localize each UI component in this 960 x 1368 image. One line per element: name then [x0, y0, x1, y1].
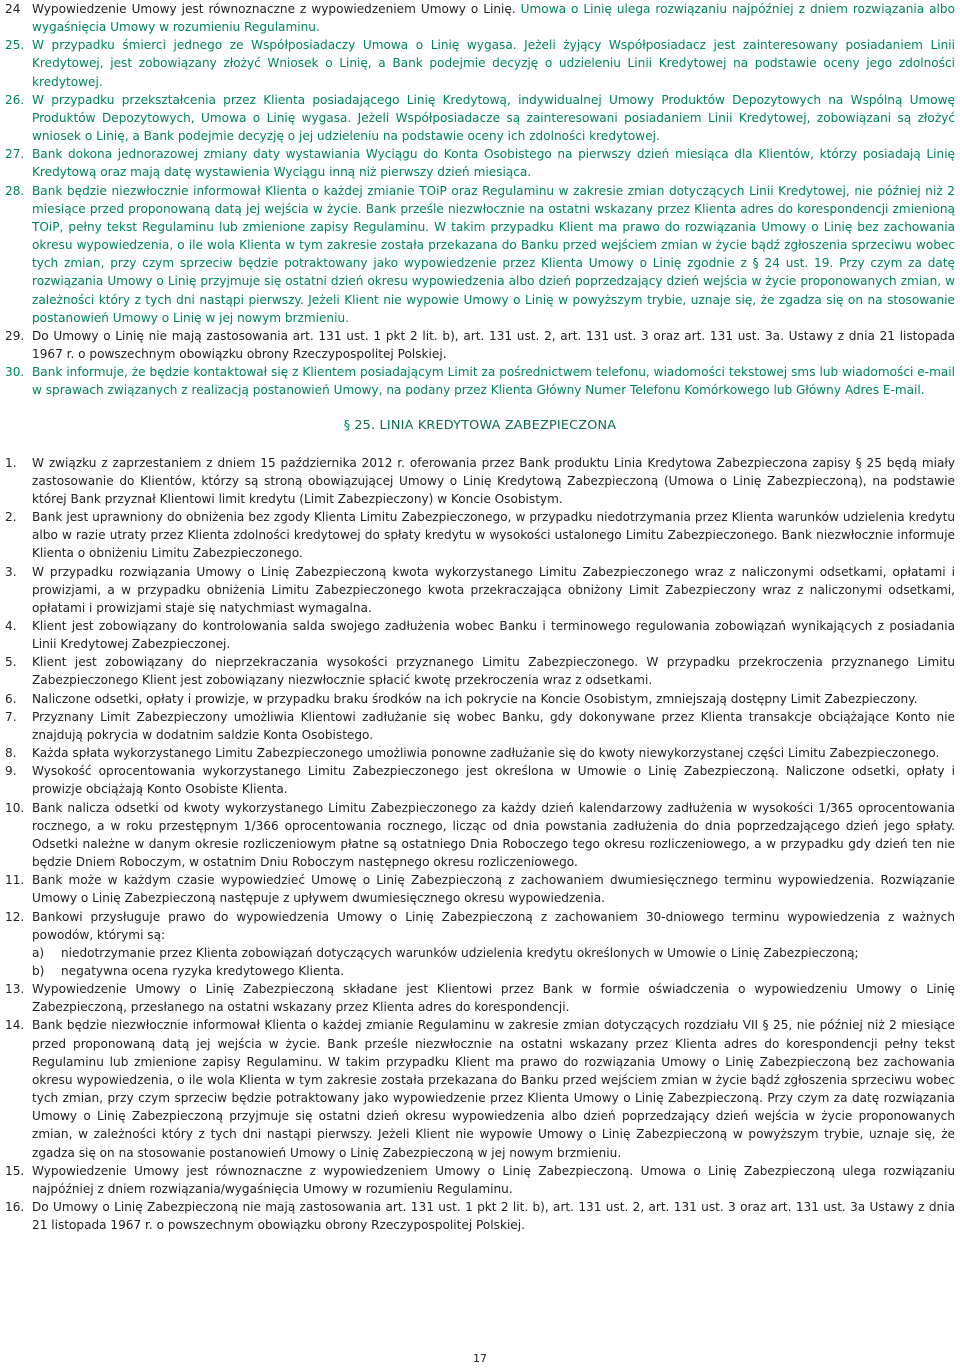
item-text: Bank dokona jednorazowej zmiany daty wystawiania Wyciągu do Konta Osobistego na pierwszy dzień miesiąca dla Klientów, którzy posiadają Linię Kredytową oraz mają datę wystawienia Wyciągu inną niż pierwszy dzień miesiąca. — [32, 147, 955, 180]
list-item — [5, 980, 955, 1016]
item-number: 15. — [5, 1163, 25, 1178]
item-number: 7. — [5, 709, 17, 724]
item-text: Wypowiedzenie Umowy jest równoznaczne z wypowiedzeniem Umowy o Linię Zabezpieczoną. Umowa o Linię Zabezpieczoną ulega rozwiązaniu najpóźniej z dniem rozwiązania/wygaśnięcia Umowy w rozumieniu Regulaminu. — [32, 1163, 955, 1196]
item-text: W przypadku rozwiązania Umowy o Linię Zabezpieczoną kwota wykorzystanego Limitu Zabezpieczonego wraz z naliczonymi odsetkami, opłatami i prowizjami, a w przypadku obniżenia Limitu Zabezpieczonego kwota przekraczająca obniżony Limit Zabezpieczony wraz z naliczonymi odsetkami, opłatami i prowizjami staje się natychmiast wymagalna. — [32, 564, 955, 615]
list-item — [5, 799, 955, 872]
item-number: 16. — [5, 1200, 25, 1214]
item-number: 6. — [5, 691, 17, 706]
list-item — [5, 36, 955, 90]
list-item — [5, 1016, 955, 1161]
item-text: Bank może w każdym czasie wypowiedzieć Umowę o Linię Zabezpieczoną z zachowaniem dwumiesięcznego terminu wypowiedzenia. Rozwiązanie Umowy o Linię Zabezpieczoną następuje z upływem dwumiesięcznego okresu wypowiedzenia. — [32, 873, 955, 906]
item-text: Jeżeli żyjący Współposiadacz jest zainteresowany posiadaniem Linii Kredytowej, jest zobowiązany złożyć Wniosek o Linię, a Bank podejmie decyzję o udzieleniu Linii Kredytowej na podstawie oceny jego zdolności kredytowej. — [32, 38, 955, 89]
list-item — [5, 0, 955, 36]
item-text: W związku z zaprzestaniem z dniem 15 października 2012 r. oferowania przez Bank produktu Linia Kredytowa Zabezpieczona zapisy § 25 będą miały zastosowanie do Klientów, którzy są stroną obowiązującej Umowy o Linię Kredytową Zabezpieczoną (Umowa o Linię Zabezpieczoną), na podstawie której Bank przyznał Klientowi limit kredytu (Limit Zabezpieczony) w Koncie Osobistym. — [32, 455, 955, 506]
sub-list-item — [32, 944, 955, 962]
item-number: 28. — [5, 183, 25, 198]
item-text: Wypowiedzenie Umowy jest równoznaczne z wypowiedzeniem Umowy o Linię. — [32, 2, 521, 16]
item-number: 13. — [5, 982, 25, 997]
sub-item-text: negatywna ocena ryzyka kredytowego Klienta. — [61, 963, 345, 978]
item-number: 1. — [5, 455, 17, 470]
list-item — [5, 145, 955, 181]
list-item — [5, 182, 955, 327]
list-item — [5, 327, 955, 363]
item-number: 25. — [5, 38, 25, 53]
item-text: Naliczone odsetki, opłaty i prowizje, w przypadku braku środków na ich pokrycie na Koncie Osobistym, zmniejszają dostępny Limit Zabezpieczony. — [32, 691, 918, 706]
item-text: W przypadku przekształcenia przez Klienta posiadającego Linię Kredytową, indywidualnej Umowy Produktów Depozytowych na Wspólną Umowę Produktów Depozytowych, Umowa o Linię wygasa. Jeżeli Współposiadacze są zainteresowani posiadaniem Linii Kredytowej, zobowiązani są złożyć wniosek o Linię, a Bank podejmie decyzję o jej udzieleniu na podstawie oceny ich zdolności kredytowej. — [32, 92, 955, 144]
sub-list-item — [32, 962, 955, 980]
item-number: 26. — [5, 92, 25, 107]
item-text: Bankowi przysługuje prawo do wypowiedzenia Umowy o Linię Zabezpieczoną z zachowaniem 30-dniowego terminu wypowiedzenia z ważnych powodów, którymi są: — [32, 909, 955, 942]
list-item — [5, 363, 955, 399]
item-text: Bank informuje, że będzie kontaktował się z Klientem posiadającym Limit za pośrednictwem telefonu, wiadomości tekstowej sms lub wiadomości e-mail w sprawach związanych z realizacją postanowień Umowy, na podany przez Klienta Główny Numer Telefonu Komórkowego lub Główny Adres E-mail. — [32, 365, 955, 398]
item-text: Umowa o Linię ulega rozwiązaniu najpóźniej z dniem rozwiązania albo wygaśnięcia Umowy w rozumieniu Regulaminu. — [32, 2, 955, 35]
list-item — [5, 744, 955, 762]
list-item — [5, 91, 955, 145]
item-number: 3. — [5, 564, 17, 579]
list-item — [5, 871, 955, 907]
list-item — [5, 908, 955, 944]
list-item — [5, 454, 955, 508]
list-item — [5, 1162, 955, 1198]
item-text: Do Umowy o Linię nie mają zastosowania art. 131 ust. 1 pkt 2 lit. b), art. 131 ust. 2, art. 131 ust. 3 oraz art. 131 ust. 3a. Ustawy z dnia 21 listopada 1967 r. o powszechnym obowiązku obrony Rzeczypospolitej Polskiej. — [32, 328, 955, 361]
list-item — [5, 708, 955, 744]
list-item — [5, 690, 955, 708]
item-number: 9. — [5, 764, 17, 779]
item-text: Przyznany Limit Zabezpieczony umożliwia Klientowi zadłużanie się wobec Banku, gdy dokonywane przez Klienta transakcje obciążające Konto nie znajdują pokrycia w dodatnim saldzie Konta Osobistego. — [32, 709, 955, 742]
item-number: 27. — [5, 147, 25, 162]
list-item — [5, 508, 955, 562]
item-text: Klient jest zobowiązany do kontrolowania salda swojego zadłużenia wobec Banku i terminowego regulowania zobowiązań wynikających z posiadania Linii Kredytowej Zabezpieczonej. — [32, 619, 955, 652]
item-number: 24 — [5, 2, 21, 16]
sub-item-label: b) — [32, 963, 45, 978]
page-number: 17 — [473, 1352, 487, 1365]
list-item — [5, 563, 955, 617]
list-item — [5, 617, 955, 653]
item-text: Wysokość oprocentowania wykorzystanego Limitu Zabezpieczonego jest określona w Umowie o Linię Zabezpieczoną. Naliczone odsetki, opłaty i prowizje obciążają Konto Osobiste Klienta. — [32, 764, 955, 797]
section-title: 25. LINIA KREDYTOWA ZABEZPIECZONA — [354, 418, 617, 434]
item-number: 5. — [5, 655, 17, 670]
list-item — [5, 653, 955, 689]
continued-clauses-list — [5, 0, 955, 399]
item-text: Do Umowy o Linię Zabezpieczoną nie mają zastosowania art. 131 ust. 1 pkt 2 lit. b), art. 131 ust. 2, art. 131 ust. 3 oraz art. 131 ust. 3a Ustawy z dnia 21 listopada 1967 r. o powszechnym obowiązku obrony Rzeczypospolitej Polskiej. — [32, 1200, 955, 1233]
item-text: Bank będzie niezwłocznie informował Klienta o każdej zmianie TOiP oraz Regulaminu w zakresie zmian dotyczących Linii Kredytowej, nie później niż 2 miesiące przed proponowaną datą jej wejścia w życie. Bank prześle niezwłocznie na ostatni wskazany przez Klienta adres do korespondencji zmienioną TOiP, pełny tekst Regulaminu lub zmienione zapisy Regulaminu. W takim przypadku Klient ma prawo do rozwiązania Umowy o Linię bez zachowania okresu wypowiedzenia, o ile wola Klienta w tym zakresie została przekazana do Banku przed wejściem zmian w życie bądź zgłoszenia sprzeciwu wobec tych zmian, przy czym sprzeciw będzie potraktowany jako wypowiedzenie przez Klienta Umowy o Linię zgodnie z § 24 ust. 19. Przy czym za datę rozwiązania Umowy o Linię przyjmuje się ostatni dzień okresu wypowiedzenia albo dzień poprzedzający dzień wejścia w życie proponowanych zmian, w zależności który z tych dni nastąpi pierwszy. Jeżeli Klient nie wypowie Umowy o Linię w powyższym trybie, uznaje się, że zgadza się on na stosowanie postanowień Umowy o Linię w jej nowym brzmieniu. — [32, 183, 955, 325]
list-item — [5, 1198, 955, 1234]
item-number: 29. — [5, 328, 25, 343]
item-number: 12. — [5, 909, 25, 924]
sub-item-label: a) — [32, 945, 45, 960]
section-heading — [5, 417, 955, 435]
item-number: 14. — [5, 1018, 25, 1033]
item-number: 30. — [5, 365, 25, 380]
item-text: Bank jest uprawniony do obniżenia bez zgody Klienta Limitu Zabezpieczonego, w przypadku niedotrzymania przez Klienta warunków udzielenia kredytu albo w razie utraty przez Klienta zdolności kredytowej do spłaty kredytu w wysokości ustalonego Limitu Zabezpieczonego. Bank niezwłocznie informuje Klienta o obniżeniu Limitu Zabezpieczonego. — [32, 510, 955, 561]
item-text: Każda spłata wykorzystanego Limitu Zabezpieczonego umożliwia ponowne zadłużanie się do kwoty niewykorzystanej części Limitu Zabezpieczonego. — [32, 746, 940, 761]
sub-item-text: niedotrzymanie przez Klienta zobowiązań dotyczących warunków udzielenia kredytu określonych w Umowie o Linię Zabezpieczoną; — [61, 945, 859, 960]
item-number: 4. — [5, 619, 17, 633]
item-number: 8. — [5, 746, 17, 761]
item-text: W przypadku śmierci jednego ze Współposiadaczy Umowa o Linię wygasa. — [32, 38, 525, 53]
list-item — [5, 762, 955, 798]
item-text: Wypowiedzenie Umowy o Linię Zabezpieczoną składane jest Klientowi przez Bank w formie oświadczenia o wypowiedzeniu Umowy o Linię Zabezpieczoną, przesłanego na ostatni wskazany przez Klienta adres do korespondencji. — [32, 982, 955, 1015]
linia-zabezpieczona-clauses-list — [5, 454, 955, 1235]
section-symbol: § — [343, 418, 351, 434]
item-number: 11. — [5, 873, 25, 888]
item-number: 10. — [5, 800, 25, 815]
item-text: Bank nalicza odsetki od kwoty wykorzystanego Limitu Zabezpieczonego za każdy dzień kalendarzowy zadłużenia w wysokości 1/365 oprocentowania rocznego, a w roku przestępnym 1/366 oprocentowania rocznego, licząc od dnia powstania zadłużenia do dnia poprzedzającego dzień jego spłaty. Odsetki należne w danym okresie rozliczeniowym płatne są ostatniego Dnia Roboczego tego okresu rozliczeniowego, a w przypadku gdy dzień ten nie będzie Dniem Roboczym, w ostatnim Dniu Roboczym następnego okresu rozliczeniowego. — [32, 800, 955, 870]
item-number: 2. — [5, 510, 17, 525]
item-text: Bank będzie niezwłocznie informował Klienta o każdej zmianie Regulaminu w zakresie zmian dotyczących rozdziału VII § 25, nie później niż 2 miesiące przed proponowaną datą jej wejścia w życie. Bank prześle niezwłocznie na ostatni wskazany przez Klienta adres do korespondencji pełny tekst Regulaminu lub zmienione zapisy Regulaminu. W takim przypadku Klient ma prawo do rozwiązania Umowy o Linię Zabezpieczoną bez zachowania okresu wypowiedzenia, o ile wola Klienta w tym zakresie została przekazana do Banku przed wejściem zmian w życie bądź zgłoszenia sprzeciwu wobec tych zmian, przy czym sprzeciw będzie potraktowany jako wypowiedzenie przez Klienta Umowy o Linię Zabezpieczoną. Przy czym za datę rozwiązania Umowy o Linię Zabezpieczoną przyjmuje się ostatni dzień okresu wypowiedzenia albo dzień poprzedzający dzień wejścia w życie proponowanych zmian, w zależności który z tych dni nastąpi pierwszy. Jeżeli Klient nie wypowie Umowy o Linię Zabezpieczoną w powyższym trybie, uznaje się, że zgadza się on na stosowanie postanowień Umowy o Linię Zabezpieczoną w jej nowym brzmieniu. — [32, 1018, 955, 1160]
item-text: Klient jest zobowiązany do nieprzekraczania wysokości przyznanego Limitu Zabezpieczonego. W przypadku przekroczenia przyznanego Limitu Zabezpieczonego Klient jest zobowiązany niezwłocznie spłacić kwotę przekroczenia wraz z odsetkami. — [32, 655, 955, 688]
